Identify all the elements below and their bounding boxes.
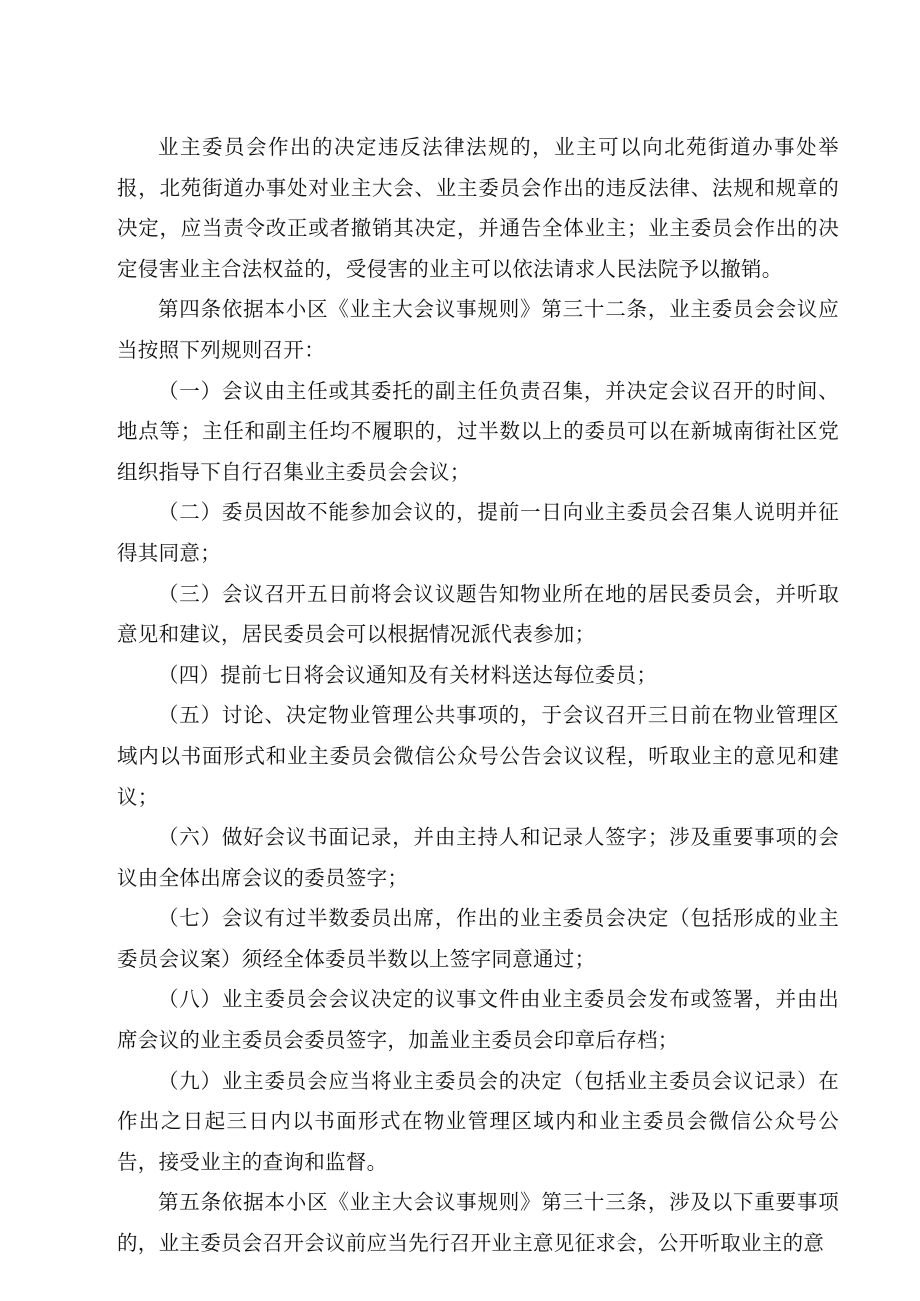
paragraph-rule-5: （五）讨论、决定物业管理公共事项的，于会议召开三日前在物业管理区域内以书面形式和业主委员会微信公众号公告会议议程，听取业主的意见和建议； [117, 703, 839, 809]
paragraph-rule-6: （六）做好会议书面记录，并由主持人和记录人签字；涉及重要事项的会议由全体出席会议的委员签字； [117, 825, 839, 890]
paragraph-rule-9: （九）业主委员会应当将业主委员会的决定（包括业主委员会议记录）在作出之日起三日内以书面形式在物业管理区域内和业主委员会微信公众号公告，接受业主的查询和监督。 [117, 1068, 839, 1174]
paragraph-rule-3: （三）会议召开五日前将会议议题告知物业所在地的居民委员会，并听取意见和建议，居民委员会可以根据情况派代表参加； [117, 581, 839, 647]
paragraph-rule-7: （七）会议有过半数委员出席，作出的业主委员会决定（包括形成的业主委员会议案）须经全体委员半数以上签字同意通过； [117, 906, 839, 971]
document-body [117, 127, 839, 1264]
paragraph-rule-2: （二）委员因故不能参加会议的，提前一日向业主委员会召集人说明并征得其同意； [117, 500, 839, 565]
paragraph-rule-4: （四）提前七日将会议通知及有关材料送达每位委员； [158, 662, 658, 687]
paragraph-article-5: 第五条依据本小区《业主大会议事规则》第三十三条，涉及以下重要事项的，业主委员会召开会议前应当先行召开业主意见征求会，公开听取业主的意 [117, 1190, 839, 1256]
paragraph-decision-violation: 业主委员会作出的决定违反法律法规的，业主可以向北苑街道办事处举报，北苑街道办事处对业主大会、业主委员会作出的违反法律、法规和规章的决定，应当责令改正或者撤销其决定，并通告全体业主；业主委员会作出的决定侵害业主合法权益的，受侵害的业主可以依法请求人民法院予以撤销。 [117, 135, 839, 281]
paragraph-article-4: 第四条依据本小区《业主大会议事规则》第三十二条，业主委员会会议应当按照下列规则召开： [117, 297, 839, 362]
paragraph-rule-1: （一）会议由主任或其委托的副主任负责召集，并决定会议召开的时间、地点等；主任和副主任均不履职的，过半数以上的委员可以在新城南街社区党组织指导下自行召集业主委员会会议； [117, 378, 839, 484]
paragraph-rule-8: （八）业主委员会会议决定的议事文件由业主委员会发布或签署，并由出席会议的业主委员会委员签字，加盖业主委员会印章后存档； [117, 987, 839, 1053]
